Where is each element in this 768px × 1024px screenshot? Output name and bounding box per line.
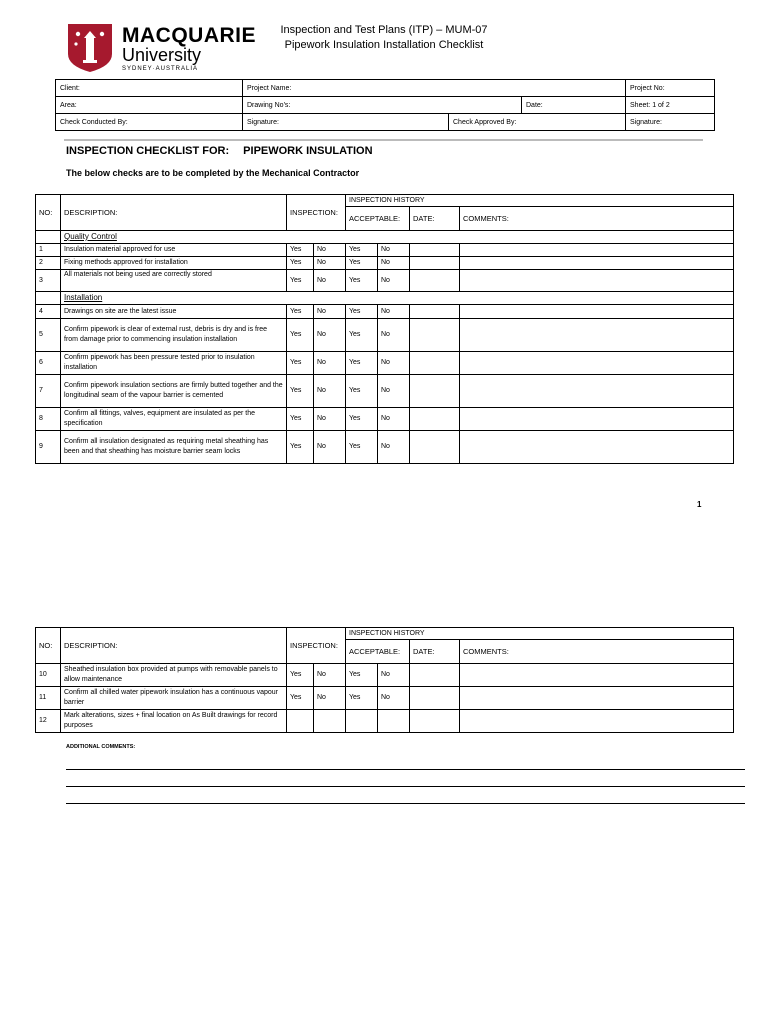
acceptable-yes[interactable]: Yes xyxy=(346,319,378,352)
inspection-no[interactable]: No xyxy=(314,687,346,710)
logo-wordmark-location: SYDNEY·AUSTRALIA xyxy=(122,66,199,72)
group-quality-control: Quality Control xyxy=(61,231,734,244)
table-row xyxy=(36,244,734,257)
inspection-yes[interactable]: Yes xyxy=(287,244,314,257)
group-cell xyxy=(36,231,61,244)
section-label: INSPECTION CHECKLIST FOR: xyxy=(66,145,230,157)
inspection-no[interactable]: No xyxy=(314,257,346,270)
comments-cell[interactable] xyxy=(460,664,734,687)
table-row xyxy=(36,352,734,375)
col-inspection-header: INSPECTION: xyxy=(287,628,346,664)
date-cell[interactable] xyxy=(410,352,460,375)
row-description: Insulation material approved for use xyxy=(61,244,287,257)
col-no-header: NO: xyxy=(36,628,61,664)
date-cell[interactable] xyxy=(410,408,460,431)
acceptable-no[interactable]: No xyxy=(378,270,410,292)
comments-cell[interactable] xyxy=(460,270,734,292)
col-date-header: DATE: xyxy=(410,207,460,231)
comments-cell[interactable] xyxy=(460,244,734,257)
acceptable-yes[interactable]: Yes xyxy=(346,305,378,319)
signature-conducted-field[interactable]: Signature: xyxy=(243,114,449,131)
inspection-no[interactable]: No xyxy=(314,375,346,408)
logo-wordmark-macquarie: MACQUARIE xyxy=(122,24,256,47)
inspection-no[interactable]: No xyxy=(314,664,346,687)
check-conducted-by-field[interactable]: Check Conducted By: xyxy=(56,114,243,131)
comments-cell[interactable] xyxy=(460,375,734,408)
acceptable-no-empty[interactable] xyxy=(378,710,410,733)
row-no: 1 xyxy=(36,244,61,257)
acceptable-no[interactable]: No xyxy=(378,319,410,352)
inspection-yes[interactable]: Yes xyxy=(287,408,314,431)
section-topic: PIPEWORK INSULATION xyxy=(243,145,373,157)
project-no-field[interactable]: Project No: xyxy=(626,80,715,97)
acceptable-yes[interactable]: Yes xyxy=(346,352,378,375)
date-field[interactable]: Date: xyxy=(522,97,626,114)
table-row xyxy=(36,664,734,687)
table-row xyxy=(36,270,734,292)
inspection-no[interactable]: No xyxy=(314,431,346,464)
table-row xyxy=(36,319,734,352)
row-description: Confirm pipework is clear of external rust, debris is dry and is free from damage prior to commencing insulation installation xyxy=(61,319,287,352)
inspection-yes[interactable]: Yes xyxy=(287,664,314,687)
row-no: 2 xyxy=(36,257,61,270)
acceptable-yes[interactable]: Yes xyxy=(346,270,378,292)
row-no: 11 xyxy=(36,687,61,710)
project-info-table xyxy=(55,79,715,131)
table-row xyxy=(36,431,734,464)
acceptable-yes[interactable]: Yes xyxy=(346,664,378,687)
acceptable-yes[interactable]: Yes xyxy=(346,408,378,431)
row-no: 6 xyxy=(36,352,61,375)
date-cell[interactable] xyxy=(410,244,460,257)
inspection-yes[interactable]: Yes xyxy=(287,257,314,270)
inspection-yes[interactable]: Yes xyxy=(287,270,314,292)
acceptable-yes[interactable]: Yes xyxy=(346,257,378,270)
acceptable-yes[interactable]: Yes xyxy=(346,375,378,408)
col-comments-header: COMMENTS: xyxy=(460,207,734,231)
inspection-no[interactable]: No xyxy=(314,305,346,319)
additional-comments-label: ADDITIONAL COMMENTS: xyxy=(66,744,136,750)
table-row xyxy=(36,710,734,733)
acceptable-no[interactable]: No xyxy=(378,352,410,375)
inspection-yes[interactable]: Yes xyxy=(287,319,314,352)
check-approved-by-field[interactable]: Check Approved By: xyxy=(449,114,626,131)
group-cell xyxy=(36,292,61,305)
table-row xyxy=(36,408,734,431)
signature-approved-field[interactable]: Signature: xyxy=(626,114,715,131)
date-cell[interactable] xyxy=(410,319,460,352)
sheet-field: Sheet: 1 of 2 xyxy=(626,97,715,114)
date-cell[interactable] xyxy=(410,270,460,292)
col-description-header: DESCRIPTION: xyxy=(61,628,287,664)
comments-cell[interactable] xyxy=(460,352,734,375)
row-description: Confirm pipework insulation sections are firmly butted together and the longitudinal seam of the vapour barrier is cemented xyxy=(61,375,287,408)
comments-cell[interactable] xyxy=(460,319,734,352)
inspection-yes[interactable]: Yes xyxy=(287,431,314,464)
divider xyxy=(64,139,703,141)
acceptable-no[interactable]: No xyxy=(378,375,410,408)
checklist-table-continued xyxy=(35,627,734,733)
row-no: 12 xyxy=(36,710,61,733)
row-no: 8 xyxy=(36,408,61,431)
date-cell[interactable] xyxy=(410,687,460,710)
section-note: The below checks are to be completed by the Mechanical Contractor xyxy=(66,168,360,178)
checklist-table xyxy=(35,194,734,464)
section-heading xyxy=(66,145,373,157)
row-description: Confirm pipework has been pressure tested prior to insulation installation xyxy=(61,352,287,375)
row-description: Confirm all fittings, valves, equipment are insulated as per the specification xyxy=(61,408,287,431)
table-row xyxy=(36,305,734,319)
col-acceptable-header: ACCEPTABLE: xyxy=(346,640,410,664)
client-field[interactable]: Client: xyxy=(56,80,243,97)
acceptable-no[interactable]: No xyxy=(378,687,410,710)
page-number: 1 xyxy=(697,500,702,509)
acceptable-yes[interactable]: Yes xyxy=(346,687,378,710)
group-installation: Installation xyxy=(61,292,734,305)
col-inspection-history-header: INSPECTION HISTORY xyxy=(346,628,734,640)
inspection-no[interactable]: No xyxy=(314,270,346,292)
date-cell[interactable] xyxy=(410,305,460,319)
row-no: 5 xyxy=(36,319,61,352)
drawing-nos-field[interactable]: Drawing No's: xyxy=(243,97,522,114)
col-acceptable-header: ACCEPTABLE: xyxy=(346,207,410,231)
row-description: Confirm all insulation designated as requiring metal sheathing has been and that sheathing has moisture barrier seam locks xyxy=(61,431,287,464)
col-date-header: DATE: xyxy=(410,640,460,664)
row-description: All materials not being used are correctly stored xyxy=(61,270,287,292)
row-no: 7 xyxy=(36,375,61,408)
date-cell[interactable] xyxy=(410,375,460,408)
table-row xyxy=(36,687,734,710)
area-field[interactable]: Area: xyxy=(56,97,243,114)
acceptable-no[interactable]: No xyxy=(378,408,410,431)
logo-wordmark-university: University xyxy=(122,45,202,65)
date-cell[interactable] xyxy=(410,431,460,464)
comments-cell[interactable] xyxy=(460,687,734,710)
inspection-no[interactable]: No xyxy=(314,408,346,431)
col-comments-header: COMMENTS: xyxy=(460,640,734,664)
acceptable-yes[interactable]: Yes xyxy=(346,431,378,464)
row-description: Confirm all chilled water pipework insulation has a continuous vapour barrier xyxy=(61,687,287,710)
acceptable-no[interactable]: No xyxy=(378,664,410,687)
table-row xyxy=(36,257,734,270)
inspection-yes[interactable]: Yes xyxy=(287,352,314,375)
row-no: 3 xyxy=(36,270,61,292)
acceptable-no[interactable]: No xyxy=(378,257,410,270)
date-cell[interactable] xyxy=(410,664,460,687)
inspection-yes[interactable]: Yes xyxy=(287,687,314,710)
comment-line[interactable] xyxy=(66,769,745,770)
row-no: 4 xyxy=(36,305,61,319)
table-row xyxy=(36,375,734,408)
inspection-yes-empty[interactable] xyxy=(287,710,314,733)
comments-cell[interactable] xyxy=(460,431,734,464)
inspection-no[interactable]: No xyxy=(314,244,346,257)
comments-cell[interactable] xyxy=(460,257,734,270)
inspection-no[interactable]: No xyxy=(314,319,346,352)
acceptable-yes-empty[interactable] xyxy=(346,710,378,733)
row-description: Sheathed insulation box provided at pumps with removable panels to allow maintenance xyxy=(61,664,287,687)
acceptable-no[interactable]: No xyxy=(378,305,410,319)
row-description: Mark alterations, sizes + final location on As Built drawings for record purposes xyxy=(61,710,287,733)
row-description: Fixing methods approved for installation xyxy=(61,257,287,270)
col-inspection-history-header: INSPECTION HISTORY xyxy=(346,195,734,207)
col-description-header: DESCRIPTION: xyxy=(61,195,287,231)
col-inspection-header: INSPECTION: xyxy=(287,195,346,231)
col-no-header: NO: xyxy=(36,195,61,231)
comments-cell[interactable] xyxy=(460,710,734,733)
row-no: 9 xyxy=(36,431,61,464)
comment-line[interactable] xyxy=(66,803,745,804)
acceptable-no[interactable]: No xyxy=(378,244,410,257)
project-name-field[interactable]: Project Name: xyxy=(243,80,626,97)
date-cell[interactable] xyxy=(410,710,460,733)
acceptable-yes[interactable]: Yes xyxy=(346,244,378,257)
row-description: Drawings on site are the latest issue xyxy=(61,305,287,319)
comments-cell[interactable] xyxy=(460,305,734,319)
document-subtitle: Pipework Insulation Installation Checklist xyxy=(284,39,484,51)
macquarie-logo-icon xyxy=(68,24,112,72)
date-cell[interactable] xyxy=(410,257,460,270)
inspection-yes[interactable]: Yes xyxy=(287,305,314,319)
comments-cell[interactable] xyxy=(460,408,734,431)
document-title: Inspection and Test Plans (ITP) – MUM-07 xyxy=(280,24,488,36)
inspection-yes[interactable]: Yes xyxy=(287,375,314,408)
comment-line[interactable] xyxy=(66,786,745,787)
inspection-no-empty[interactable] xyxy=(314,710,346,733)
row-no: 10 xyxy=(36,664,61,687)
inspection-no[interactable]: No xyxy=(314,352,346,375)
acceptable-no[interactable]: No xyxy=(378,431,410,464)
